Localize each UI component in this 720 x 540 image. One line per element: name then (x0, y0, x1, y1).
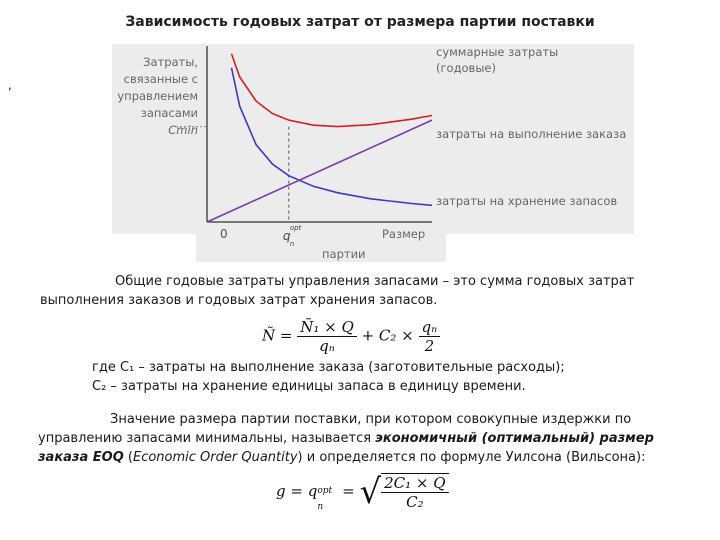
eoq-term-part-1: экономичный (оптимальный) размер (375, 431, 654, 446)
x-tick-sup: opt (289, 224, 302, 232)
paragraph-3-rest: ) и определяется по формуле Уилсона (Вильсона): (297, 450, 646, 465)
formula-1-frac-2 (419, 318, 441, 355)
paragraph-3-open-paren: ( (123, 450, 133, 465)
series-total-label-line-1: суммарные затраты (436, 45, 559, 59)
formula-1-plus: + C₂ × (361, 326, 414, 345)
paragraph-eoq (38, 410, 678, 467)
x-optimum-tick-label (283, 224, 302, 248)
formula-1-frac-2-num: qₙ (419, 318, 441, 337)
definition-c1: где C₁ – затраты на выполнение заказа (заготовительные расходы); (92, 360, 565, 375)
series-holding-label: затраты на хранение запасов (436, 194, 618, 208)
formula-1-frac-1-den: qₙ (319, 337, 335, 355)
series-total-cost-line (232, 54, 433, 127)
page-title: Зависимость годовых затрат от размера партии поставки (125, 14, 595, 30)
wilson-formula (276, 472, 449, 512)
formula-2-lhs-sub: n (317, 502, 324, 512)
paragraph-3-line-2: управлению запасами минимальны, называется (38, 431, 376, 446)
paragraph-1-line-2: выполнения заказов и годовых затрат хранения запасов. (40, 293, 438, 308)
x-label-line-2: партии (322, 247, 366, 261)
y-label-line-2: связанные с (123, 72, 198, 86)
eoq-english-term: Economic Order Quantity (132, 450, 298, 465)
x-tick-q: q (282, 229, 291, 243)
series-total-label-line-2: (годовые) (436, 61, 496, 75)
formula-1-frac-1-num: Ñ₁ × Q (297, 318, 357, 337)
paragraph-3-line-1: Значение размера партии поставки, при котором совокупные издержки по (110, 412, 632, 427)
y-label-line-5: Cmin (168, 123, 198, 137)
series-order-label: затраты на выполнение заказа (436, 127, 627, 141)
x-tick-sub: n (289, 240, 295, 248)
formula-2-den: C₂ (406, 493, 424, 511)
formula-2-frac (381, 473, 448, 511)
y-label-line-4: запасами (140, 106, 198, 120)
paragraph-1-line-1: Общие годовые затраты управления запасами – это сумма годовых затрат (115, 274, 635, 289)
y-label-line-1: Затраты, (143, 55, 198, 69)
formula-2-lhs: g = q (276, 482, 318, 500)
series-order-cost-line (232, 68, 433, 206)
paragraph-total-costs (40, 272, 680, 310)
eoq-term-part-2: заказа EOQ (38, 450, 124, 465)
definition-c2: C₂ – затраты на хранение единицы запаса в единицу времени. (92, 379, 526, 394)
series-holding-cost-line (207, 120, 432, 222)
formula-2-equals: = (342, 482, 355, 500)
x-label-line-1: Размер (382, 227, 426, 241)
paragraph-definitions (92, 358, 692, 396)
formula-1-frac-2-den: 2 (424, 337, 435, 355)
formula-1-lhs: Ñ (262, 326, 276, 345)
stray-mark: , (8, 78, 12, 92)
y-label-line-3: управлением (117, 89, 198, 103)
formula-2-num: 2C₁ × Q (381, 474, 448, 493)
total-cost-formula: Ñ = $\frac{\text{Ñ₁ × Q}}{\text{qₙ}}$ + C₂ × $\frac{\text{qₙ}}{2}$ (262, 318, 440, 355)
formula-1-frac-1 (297, 318, 357, 355)
formula-2-lhs-sup: opt (317, 486, 333, 496)
sqrt-symbol: √ (359, 472, 382, 512)
y-label-group (117, 55, 198, 137)
x-origin-label: 0 (220, 227, 228, 241)
